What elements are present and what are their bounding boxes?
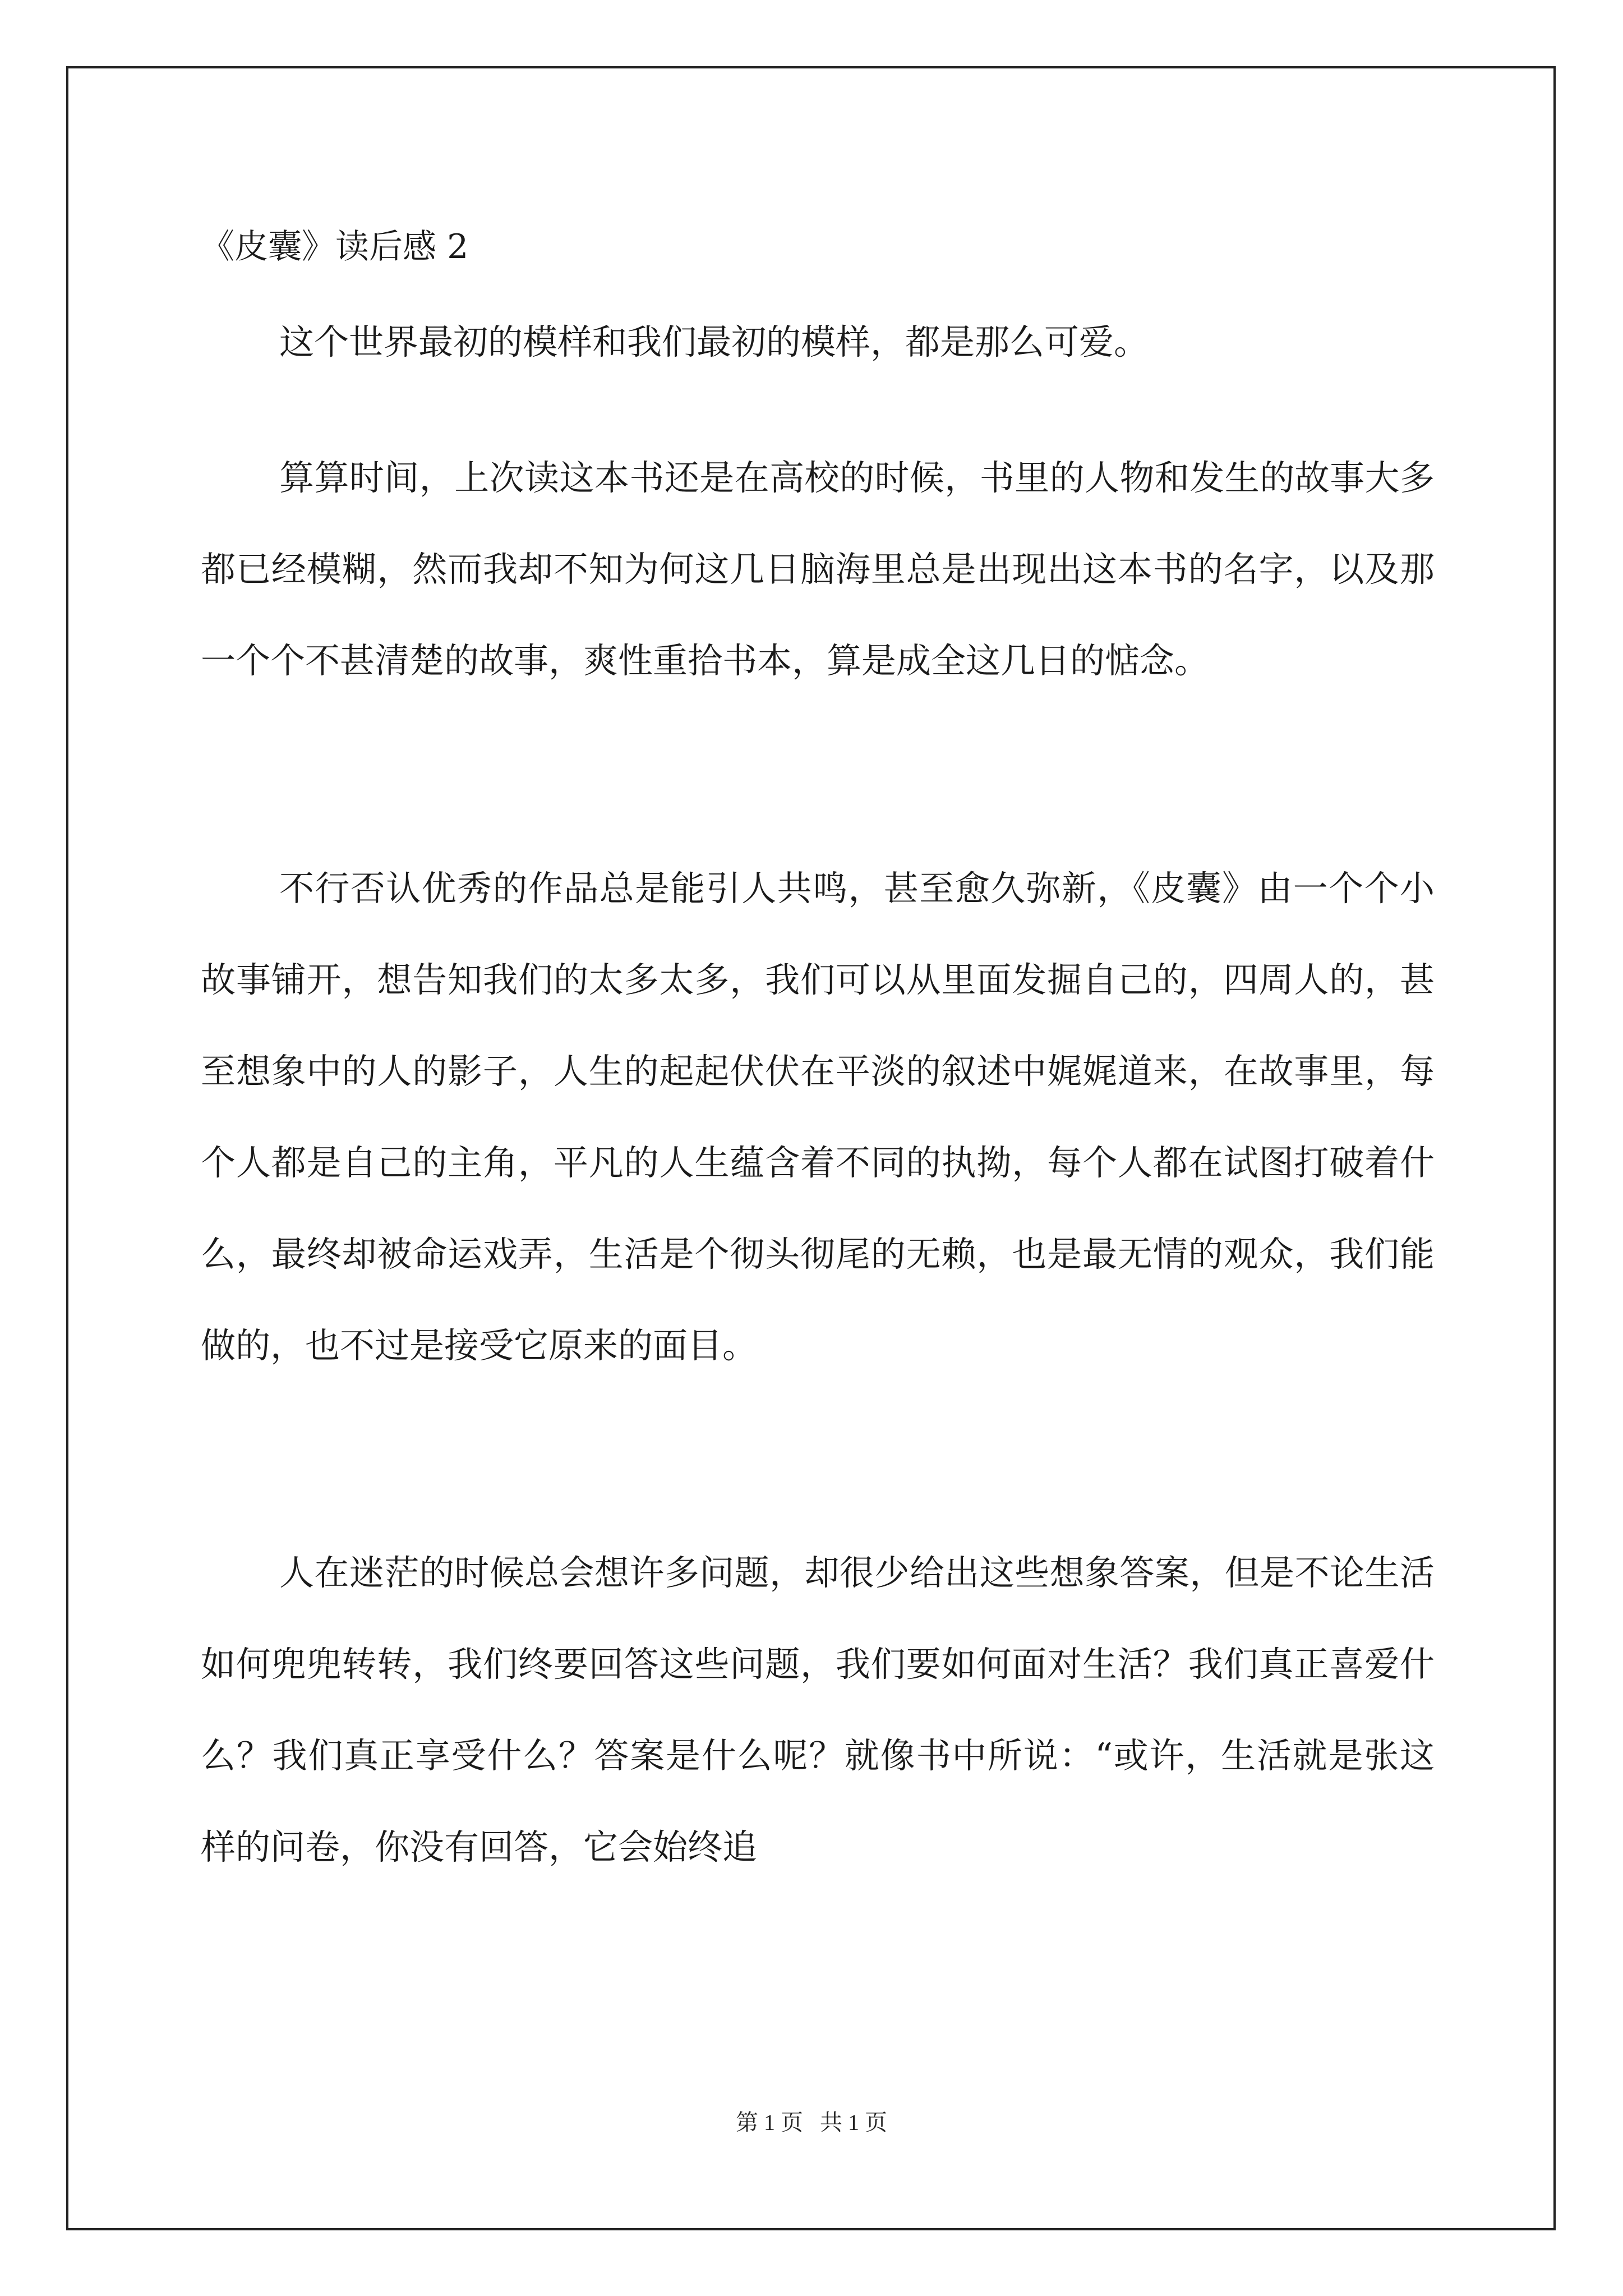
paragraph-2: 算算时间，上次读这本书还是在高校的时候，书里的人物和发生的故事大多都已经模糊，然而我却不知为何这几日脑海里总是出现出这本书的名字，以及那一个个不甚清楚的故事，爽性重拾书本，算是成全这几日的惦念。 <box>201 457 1435 681</box>
paragraph-3: 不行否认优秀的作品总是能引人共鸣，甚至愈久弥新，《皮囊》由一个个小故事铺开，想告知我们的太多太多，我们可以从里面发掘自己的，四周人的，甚至想象中的人的影子，人生的起起伏伏在平淡的叙述中娓娓道来，在故事里，每个人都是自己的主角，平凡的人生蕴含着不同的执拗，每个人都在试图打破着什么，最终却被命运戏弄，生活是个彻头彻尾的无赖，也是最无情的观众，我们能做的，也不过是接受它原来的面目。 <box>201 868 1435 1366</box>
paragraph-1: 这个世界最初的模样和我们最初的模样，都是那么可爱。 <box>279 321 1149 362</box>
document-title: 《皮囊》读后感 2 <box>201 227 469 266</box>
paragraph-4: 人在迷茫的时候总会想许多问题，却很少给出这些想象答案，但是不论生活如何兜兜转转，我们终要回答这些问题，我们要如何面对生活？我们真正喜爱什么？我们真正享受什么？答案是什么呢？就像书中所说：“或许，生活就是张这样的问卷，你没有回答，它会始终追 <box>201 1552 1435 1867</box>
page-number-footer: 第 1 页 共 1 页 <box>736 2110 887 2135</box>
